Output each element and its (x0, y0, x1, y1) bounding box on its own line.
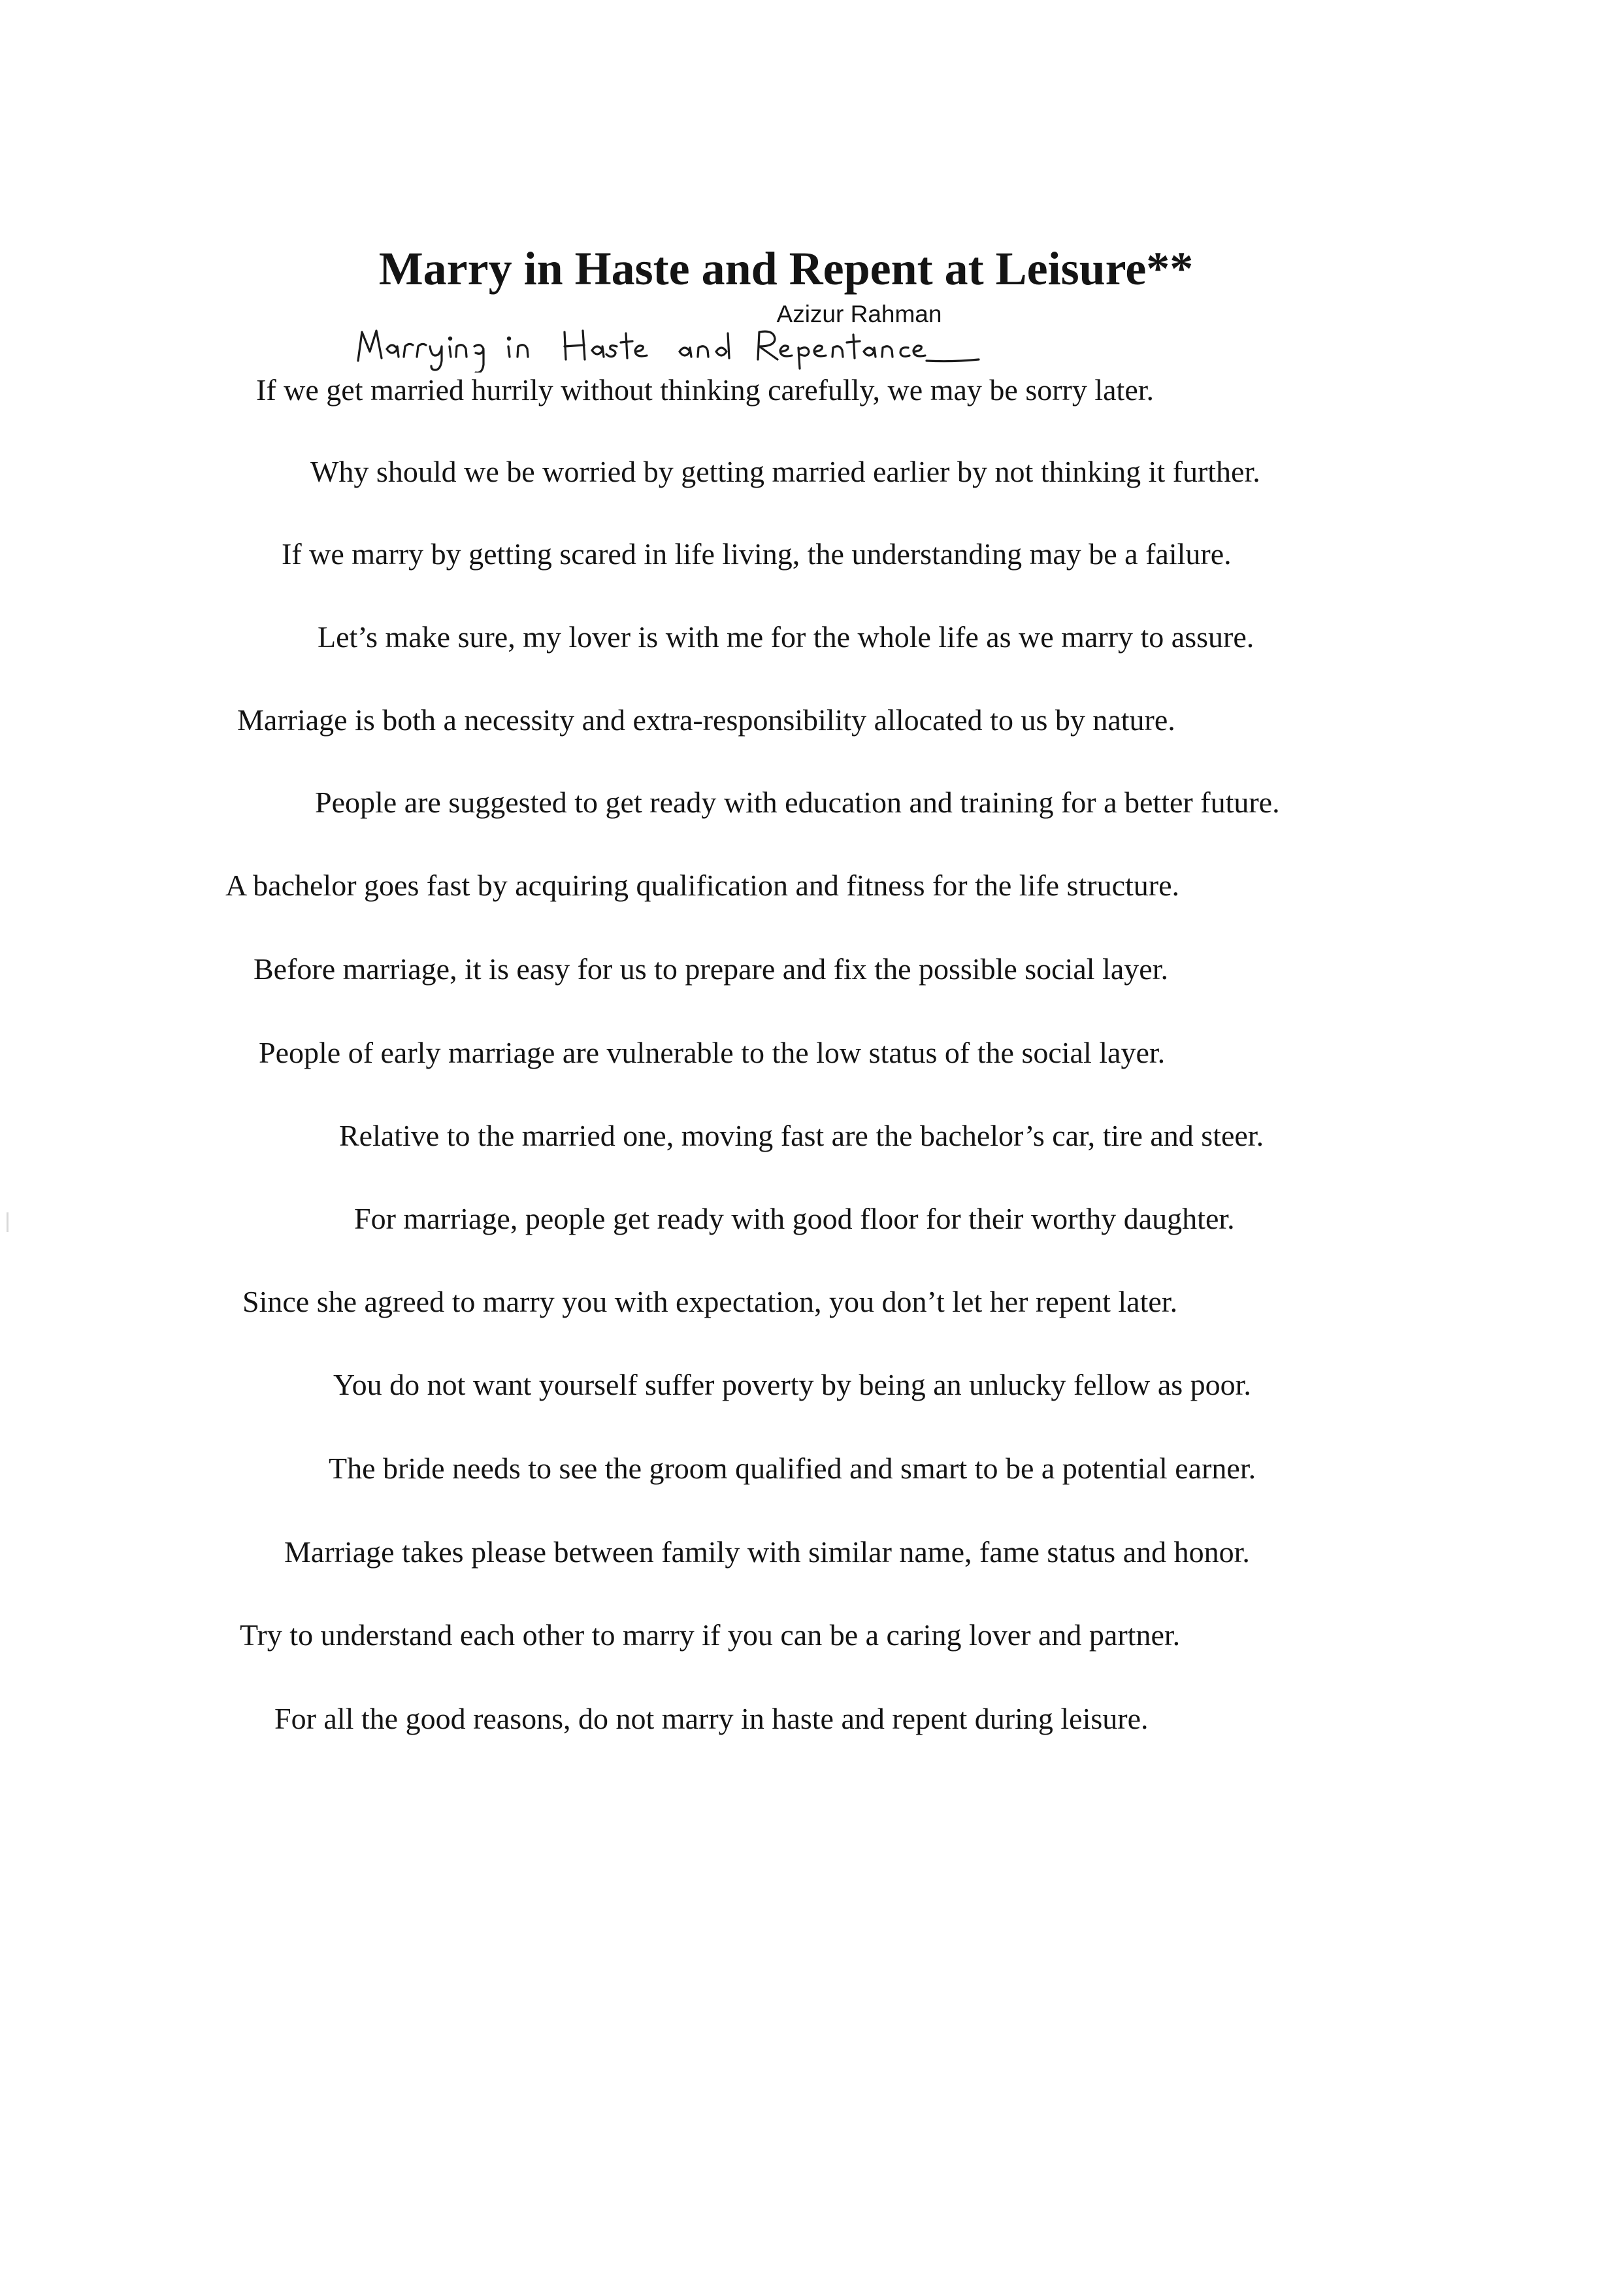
poem-line-11: For marriage, people get ready with good floor for their worthy daughter. (354, 1202, 1235, 1235)
author-name-text: Azizur Rahman (776, 301, 942, 327)
handwritten-annotation (353, 320, 1137, 373)
poem-title (0, 239, 1606, 298)
poem-line-13: You do not want yourself suffer poverty by being an unlucky fellow as poor. (333, 1368, 1251, 1401)
poem-line-2: Why should we be worried by getting married earlier by not thinking it further. (310, 455, 1260, 488)
poem-line-8: Before marriage, it is easy for us to prepare and fix the possible social layer. (254, 952, 1168, 986)
poem-line-16: Try to understand each other to marry if you can be a caring lover and partner. (240, 1618, 1181, 1652)
poem-line-14: The bride needs to see the groom qualified and smart to be a potential earner. (329, 1452, 1256, 1485)
poem-line-1: If we get married hurrily without thinking carefully, we may be sorry later. (256, 373, 1155, 407)
poem-line-5: Marriage is both a necessity and extra-responsibility allocated to us by nature. (237, 703, 1175, 737)
poem-line-12: Since she agreed to marry you with expectation, you don’t let her repent later. (242, 1285, 1178, 1318)
poem-line-7: A bachelor goes fast by acquiring qualification and fitness for the life structure. (225, 869, 1180, 902)
poem-line-4: Let’s make sure, my lover is with me for the whole life as we marry to assure. (318, 620, 1254, 654)
poem-line-10: Relative to the married one, moving fast are the bachelor’s car, tire and steer. (339, 1119, 1264, 1152)
poem-line-3: If we marry by getting scared in life living, the understanding may be a failure. (282, 537, 1232, 571)
poem-line-15: Marriage takes please between family with similar name, fame status and honor. (284, 1535, 1250, 1569)
poem-line-9: People of early marriage are vulnerable to the low status of the social layer. (259, 1036, 1166, 1069)
poem-line-17: For all the good reasons, do not marry in haste and repent during leisure. (274, 1702, 1149, 1735)
poem-title-text: Marry in Haste and Repent at Leisure** (378, 242, 1194, 295)
poem-line-6: People are suggested to get ready with education and training for a better future. (315, 786, 1280, 819)
scan-mark (7, 1212, 8, 1232)
